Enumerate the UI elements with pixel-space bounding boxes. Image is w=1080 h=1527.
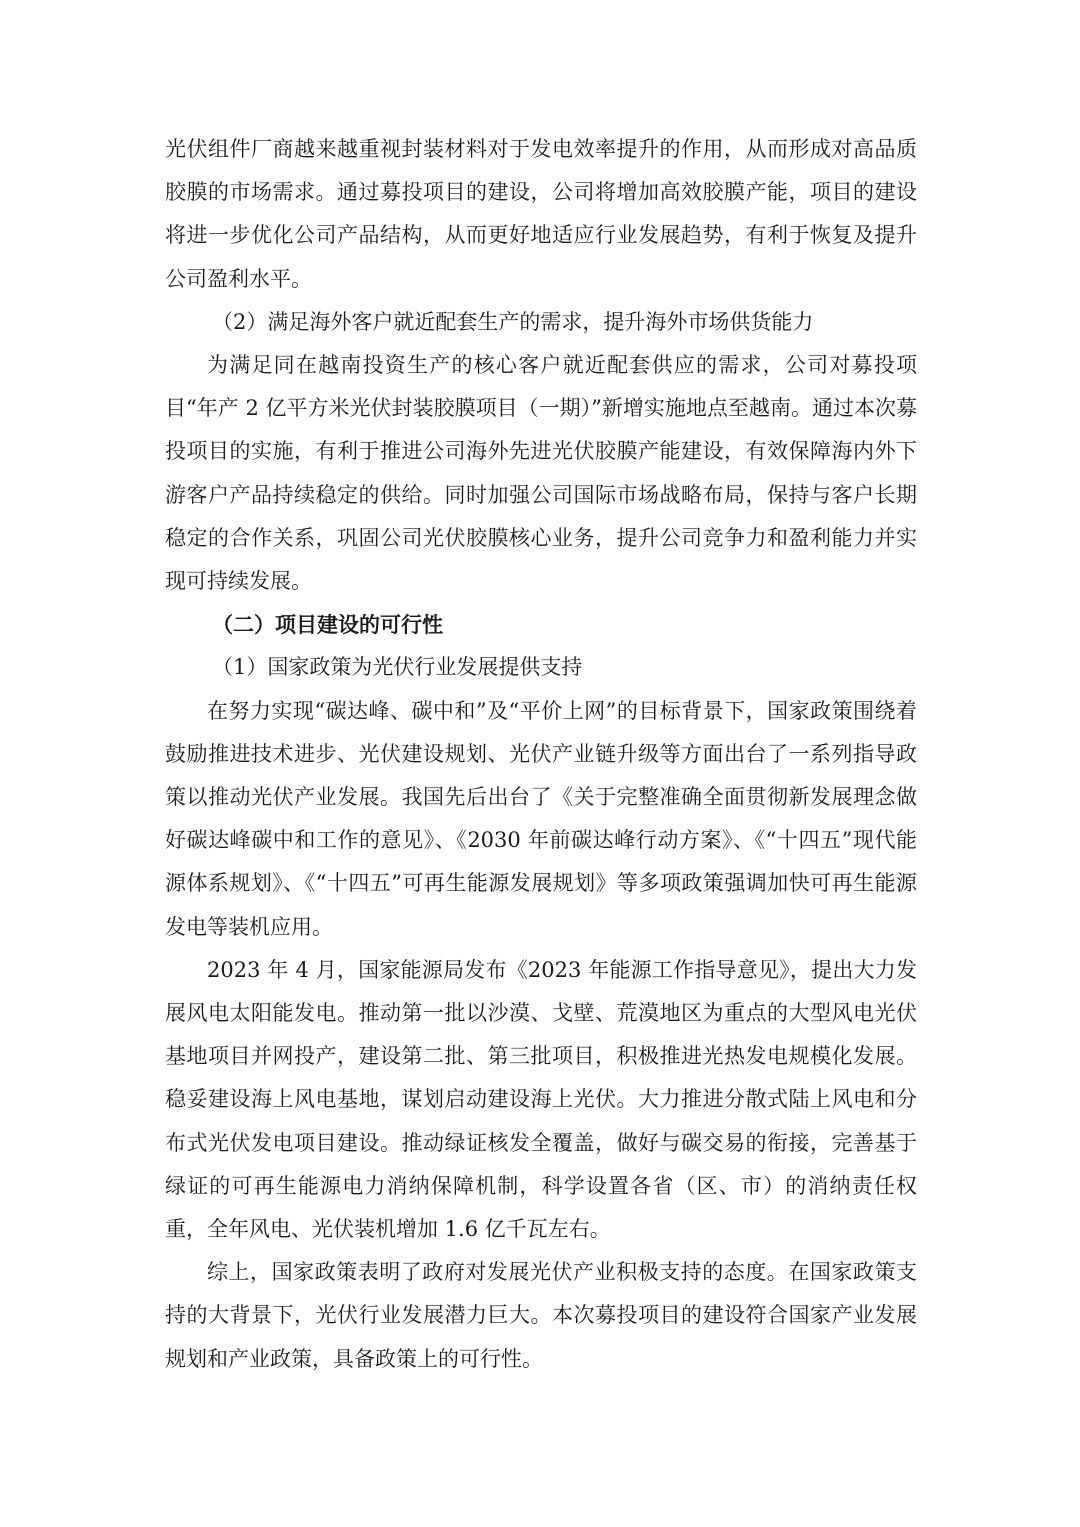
paragraph-continuation: 光伏组件厂商越来越重视封装材料对于发电效率提升的作用，从而形成对高品质胶膜的市场需求。通过募投项目的建设，公司将增加高效胶膜产能，项目的建设将进一步优化公司产品结构，从而更好地适应行业发展趋势，有利于恢复及提升公司盈利水平。 <box>165 137 917 291</box>
document-page <box>165 128 917 1381</box>
paragraph-conclusion: 综上，国家政策表明了政府对发展光伏产业积极支持的态度。在国家政策支持的大背景下，光伏行业发展潜力巨大。本次募投项目的建设符合国家产业发展规划和产业政策，具备政策上的可行性。 <box>165 1260 917 1371</box>
section-heading-feasibility: （二）项目建设的可行性 <box>212 612 443 638</box>
paragraph-energy-guidance: 2023 年 4 月，国家能源局发布《2023 年能源工作指导意见》，提出大力发展风电太阳能发电。推动第一批以沙漠、戈壁、荒漠地区为重点的大型风电光伏基地项目并网投产，建设第二批、第三批项目，积极推进光热发电规模化发展。稳妥建设海上风电基地，谋划启动建设海上光伏。大力推进分散式陆上风电和分布式光伏发电项目建设。推动绿证核发全覆盖，做好与碳交易的衔接，完善基于绿证的可再生能源电力消纳保障机制，科学设置各省（区、市）的消纳责任权重，全年风电、光伏装机增加 1.6 亿千瓦左右。 <box>165 957 917 1242</box>
paragraph-vietnam: 为满足同在越南投资生产的核心客户就近配套供应的需求，公司对募投项目“年产 2 亿平方米光伏封装胶膜项目（一期）”新增实施地点至越南。通过本次募投项目的实施，有利于推进公司海外先进光伏胶膜产能建设，有效保障海内外下游客户产品持续稳定的供给。同时加强公司国际市场战略布局，保持与客户长期稳定的合作关系，巩固公司光伏胶膜核心业务，提升公司竞争力和盈利能力并实现可持续发展。 <box>165 353 917 594</box>
subheading-policy-support: （1）国家政策为光伏行业发展提供支持 <box>212 655 583 680</box>
paragraph-policy: 在努力实现“碳达峰、碳中和”及“平价上网”的目标背景下，国家政策围绕着鼓励推进技术进步、光伏建设规划、光伏产业链升级等方面出台了一系列指导政策以推动光伏产业发展。我国先后出台了《关于完整准确全面贯彻新发展理念做好碳达峰碳中和工作的意见》、《2030 年前碳达峰行动方案》、《“十四五”现代能源体系规划》、《“十四五”可再生能源发展规划》等多项政策强调加快可再生能源发电等装机应用。 <box>165 698 917 939</box>
subheading-overseas-demand: （2）满足海外客户就近配套生产的需求，提升海外市场供货能力 <box>212 309 814 334</box>
